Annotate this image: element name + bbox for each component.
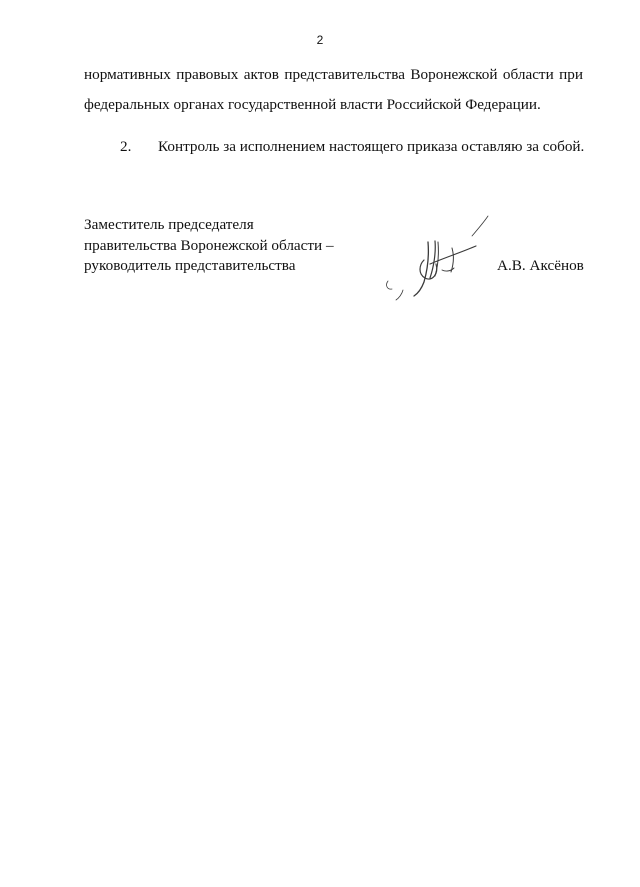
page-number: 2 [316, 33, 324, 47]
numbered-item-2 [120, 137, 590, 157]
paragraph-continuation [84, 60, 583, 120]
signer-name: А.В. Аксёнов [497, 257, 584, 274]
item-number: 2. [120, 138, 132, 155]
handwritten-signature [372, 208, 502, 308]
position-line-3: руководитель представительства [84, 257, 296, 274]
position-line-2: правительства Воронежской области – [84, 236, 334, 254]
signatory-position [84, 215, 334, 277]
item-text: Контроль за исполнением настоящего приказа оставляю за собой. [158, 138, 585, 155]
paragraph-line-1: нормативных правовых актов представительства Воронежской области при [84, 66, 583, 83]
paragraph-line-2: федеральных органах государственной власти Российской Федерации. [84, 96, 541, 113]
position-line-1: Заместитель председателя [84, 216, 254, 233]
